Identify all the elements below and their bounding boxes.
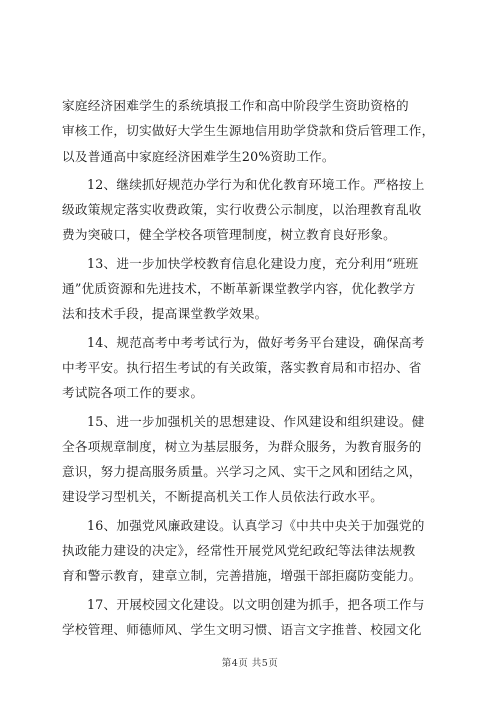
text-line: 执政能力建设的决定》，经常性开展党风党纪政纪等法律法规教: [62, 543, 416, 559]
text-line: 通”优质资源和先进技术，不断革新课堂教学内容，优化教学方: [62, 281, 416, 297]
document-body: [62, 93, 446, 645]
text-line: 17、开展校园文化建设。以文明创建为抓手，把各项工作与: [87, 596, 425, 612]
text-line: 意识，努力提高服务质量。兴学习之风、实干之风和团结之风，: [62, 464, 422, 480]
paragraph-11-continuation: [62, 93, 446, 169]
text-line: 以及普通高中家庭经济困难学生20%资助工作。: [62, 148, 335, 164]
text-line: 育和警示教育，建章立制，完善措施，增强干部拒腐防变能力。: [62, 568, 422, 584]
text-line: 中考平安。执行招生考试的有关政策，落实教育局和市招办、省: [62, 359, 422, 375]
text-line: 级政策规定落实收费政策，实行收费公示制度，以治理教育乱收: [62, 202, 422, 218]
text-line: 全各项规章制度，树立为基层服务，为群众服务，为教育服务的: [62, 438, 422, 454]
text-line: 家庭经济困难学生的系统填报工作和高中阶段学生资助资格的: [62, 98, 409, 113]
paragraph-17: [62, 592, 446, 643]
paragraph-13: [62, 251, 446, 327]
paragraph-15: [62, 409, 446, 510]
text-line: 14、规范高考中考考试行为，做好考务平台建设，确保高考: [87, 334, 425, 350]
text-line: 审核工作，切实做好大学生生源地信用助学贷款和贷后管理工作，: [62, 123, 435, 139]
text-line: 12、继续抓好规范办学行为和优化教育环境工作。严格按上: [87, 176, 425, 192]
text-line: 法和技术手段，提高课堂教学效果。: [62, 306, 268, 322]
paragraph-12: [62, 172, 446, 248]
paragraph-14: [62, 330, 446, 406]
text-line: 费为突破口，健全学校各项管理制度，树立教育良好形象。: [62, 227, 396, 243]
text-line: 13、进一步加快学校教育信息化建设力度，充分利用“班班: [87, 255, 419, 271]
text-line: 考试院各项工作的要求。: [62, 385, 204, 401]
page-number-footer: 第4页 共5页: [221, 658, 279, 669]
text-line: 学校管理、师德师风、学生文明习惯、语言文字推普、校园文化: [62, 621, 422, 637]
text-line: 16、加强党风廉政建设。认真学习《中共中央关于加强党的: [87, 517, 425, 533]
text-line: 建设学习型机关，不断提高机关工作人员依法行政水平。: [62, 489, 384, 505]
text-line: 15、进一步加强机关的思想建设、作风建设和组织建设。健: [87, 413, 425, 429]
paragraph-16: [62, 513, 446, 589]
